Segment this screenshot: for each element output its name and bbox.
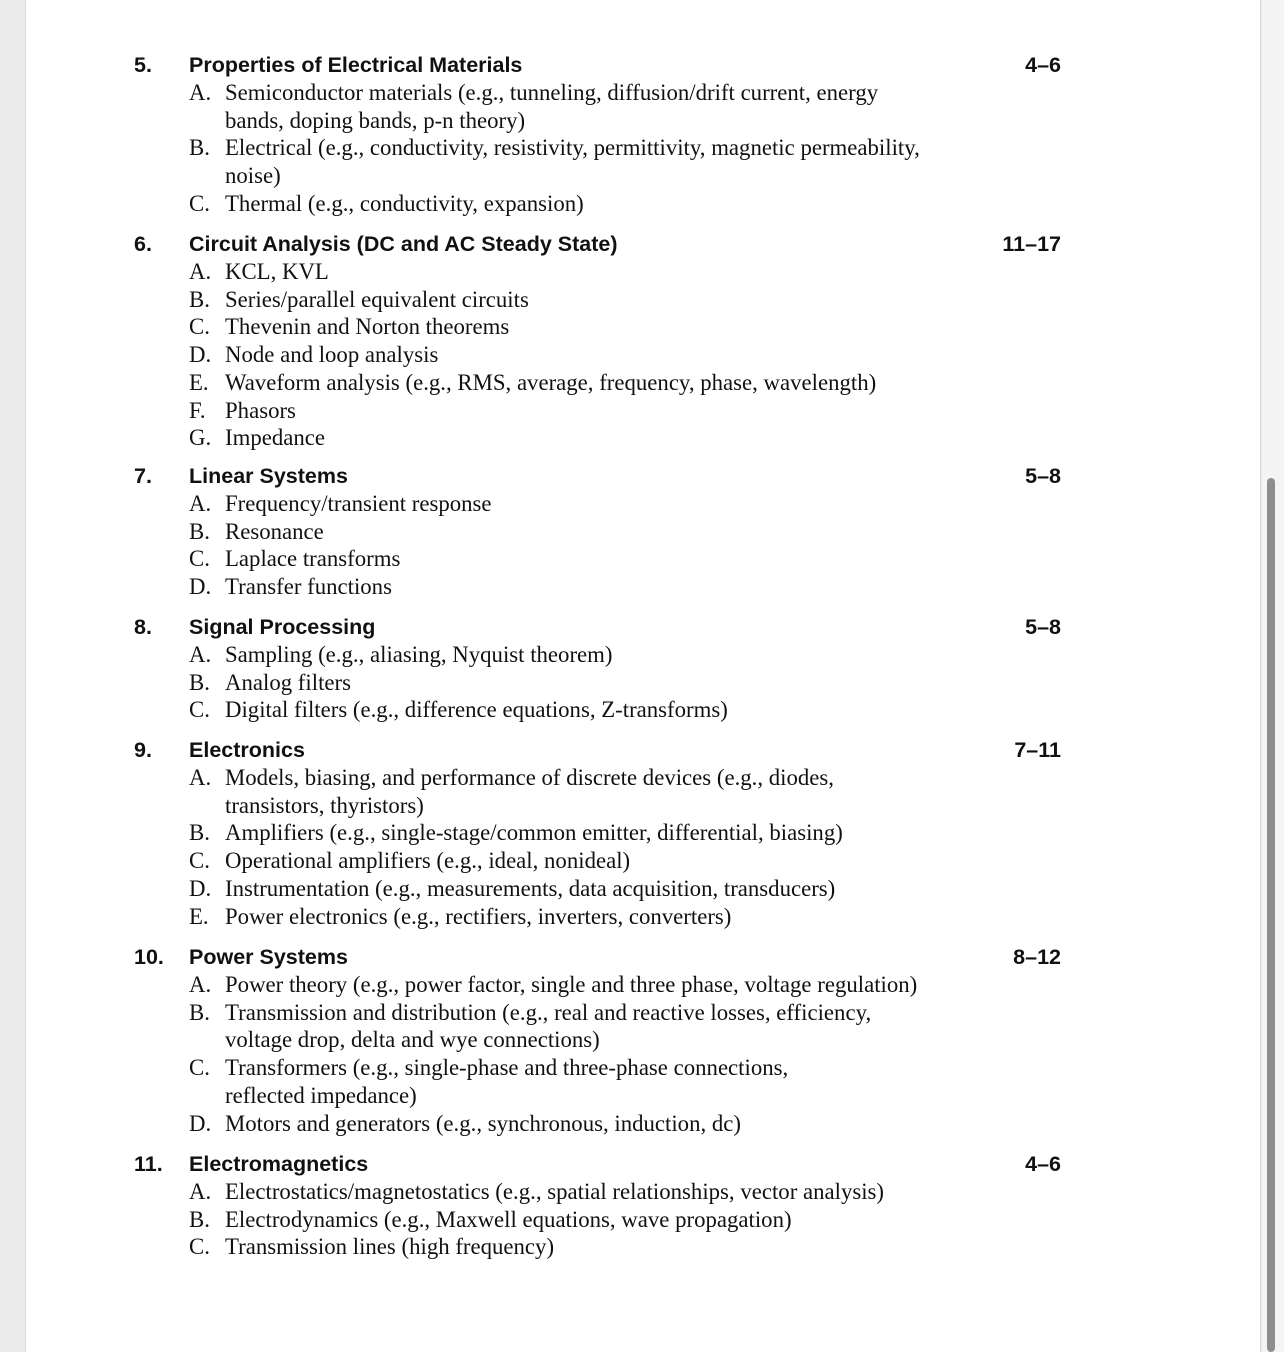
section-item-list [189,764,843,930]
section-number: 5. [134,53,152,77]
item-text-line: voltage drop, delta and wye connections) [225,1027,600,1053]
item-letter: C. [189,697,210,723]
item-letter: A. [189,80,212,105]
section-question-range: 11–17 [1002,232,1061,256]
list-item [189,696,728,724]
item-letter: B. [189,820,210,846]
list-item [189,847,843,875]
list-item [189,903,843,931]
section-number: 11. [134,1152,163,1176]
list-item [189,369,876,397]
item-text-line: Sampling (e.g., aliasing, Nyquist theorem) [225,642,613,667]
item-text-line: Digital filters (e.g., difference equations, Z-transforms) [225,697,728,723]
item-text-line: transistors, thyristors) [225,792,424,818]
item-text-line: Semiconductor materials (e.g., tunneling, diffusion/drift current, energy [225,80,879,105]
item-text-line: Analog filters [225,669,351,695]
section-number: 7. [134,464,152,488]
item-text-line: Power electronics (e.g., rectifiers, inverters, converters) [225,903,732,929]
item-letter: C. [189,848,210,874]
list-item [189,397,876,425]
list-item [189,1233,884,1261]
item-letter: B. [189,518,210,544]
list-item [189,79,920,134]
list-item [189,134,920,189]
item-text-line: Thermal (e.g., conductivity, expansion) [225,190,584,216]
section-title: Electronics [189,738,305,762]
item-text-line: reflected impedance) [225,1082,417,1108]
item-letter: B. [189,1206,210,1232]
item-text-line: Laplace transforms [225,546,401,572]
item-text-line: noise) [225,163,281,189]
item-letter: A. [189,765,212,790]
item-letter: F. [189,397,206,423]
item-letter: B. [189,669,210,695]
item-letter: G. [189,425,212,451]
section-item-list [189,1178,884,1261]
list-item [189,518,492,546]
item-letter: E. [189,369,209,395]
list-item [189,313,876,341]
item-text-line: Instrumentation (e.g., measurements, data acquisition, transducers) [225,875,836,901]
item-letter: A. [189,1179,212,1204]
item-text-line: Series/parallel equivalent circuits [225,286,529,312]
item-text-line: Transformers (e.g., single-phase and three-phase connections, [225,1055,789,1081]
item-text-line: Thevenin and Norton theorems [225,314,510,340]
item-text-line: Electrodynamics (e.g., Maxwell equations, wave propagation) [225,1206,792,1232]
section-title: Circuit Analysis (DC and AC Steady State) [189,232,618,256]
list-item [189,258,876,286]
item-letter: E. [189,903,209,929]
item-text-line: Transmission and distribution (e.g., real and reactive losses, efficiency, [225,999,872,1025]
section-question-range: 8–12 [1013,945,1061,969]
list-item [189,490,492,518]
item-text-line: Resonance [225,518,324,544]
list-item [189,190,920,218]
item-letter: B. [189,286,210,312]
item-letter: D. [189,875,212,901]
item-text-line: Models, biasing, and performance of discrete devices (e.g., diodes, [225,765,834,790]
item-letter: C. [189,546,210,572]
item-text-line: Electrical (e.g., conductivity, resistivity, permittivity, magnetic permeability, [225,135,920,161]
item-text-line: Transmission lines (high frequency) [225,1234,555,1260]
item-letter: A. [189,642,212,667]
section-question-range: 5–8 [1025,464,1061,488]
item-letter: C. [189,1055,210,1081]
item-text-line: Electrostatics/magnetostatics (e.g., spatial relationships, vector analysis) [225,1179,885,1204]
item-text-line: Amplifiers (e.g., single-stage/common emitter, differential, biasing) [225,820,843,846]
section-number: 6. [134,232,152,256]
list-item [189,641,728,669]
item-letter: B. [189,135,210,161]
list-item [189,819,843,847]
item-letter: A. [189,491,212,516]
item-letter: B. [189,999,210,1025]
section-item-list [189,79,920,218]
list-item [189,545,492,573]
section-title: Electromagnetics [189,1152,369,1176]
item-letter: A. [189,972,212,997]
list-item [189,1054,917,1109]
item-text-line: Frequency/transient response [225,491,492,516]
list-item [189,764,843,819]
section-number: 8. [134,615,152,639]
item-letter: D. [189,342,212,368]
list-item [189,424,876,452]
list-item [189,286,876,314]
item-text-line: Phasors [225,397,296,423]
item-letter: C. [189,314,210,340]
document-page [25,0,1261,1352]
list-item [189,971,917,999]
item-text-line: Impedance [225,425,325,451]
section-question-range: 5–8 [1025,615,1061,639]
list-item [189,999,917,1054]
section-item-list [189,971,917,1137]
item-letter: C. [189,1234,210,1260]
section-question-range: 4–6 [1025,1152,1061,1176]
section-question-range: 7–11 [1014,738,1061,762]
section-title: Linear Systems [189,464,348,488]
list-item [189,1178,884,1206]
item-text-line: bands, doping bands, p-n theory) [225,107,526,133]
item-letter: C. [189,190,210,216]
list-item [189,1206,884,1234]
item-letter: A. [189,259,212,284]
item-letter: D. [189,1110,212,1136]
section-number: 9. [134,738,152,762]
item-text-line: Operational amplifiers (e.g., ideal, nonideal) [225,848,631,874]
section-title: Power Systems [189,945,348,969]
list-item [189,341,876,369]
section-item-list [189,641,728,724]
section-title: Signal Processing [189,615,376,639]
item-text-line: KCL, KVL [225,259,329,284]
item-letter: D. [189,574,212,600]
list-item [189,1110,917,1138]
list-item [189,573,492,601]
section-title: Properties of Electrical Materials [189,53,523,77]
list-item [189,669,728,697]
section-item-list [189,258,876,452]
list-item [189,875,843,903]
item-text-line: Node and loop analysis [225,342,439,368]
section-question-range: 4–6 [1025,53,1061,77]
item-text-line: Waveform analysis (e.g., RMS, average, frequency, phase, wavelength) [225,369,877,395]
item-text-line: Power theory (e.g., power factor, single and three phase, voltage regulation) [225,972,918,997]
item-text-line: Transfer functions [225,574,392,600]
item-text-line: Motors and generators (e.g., synchronous, induction, dc) [225,1110,741,1136]
section-number: 10. [134,945,164,969]
scrollbar-thumb[interactable] [1267,478,1275,1352]
section-item-list [189,490,492,601]
